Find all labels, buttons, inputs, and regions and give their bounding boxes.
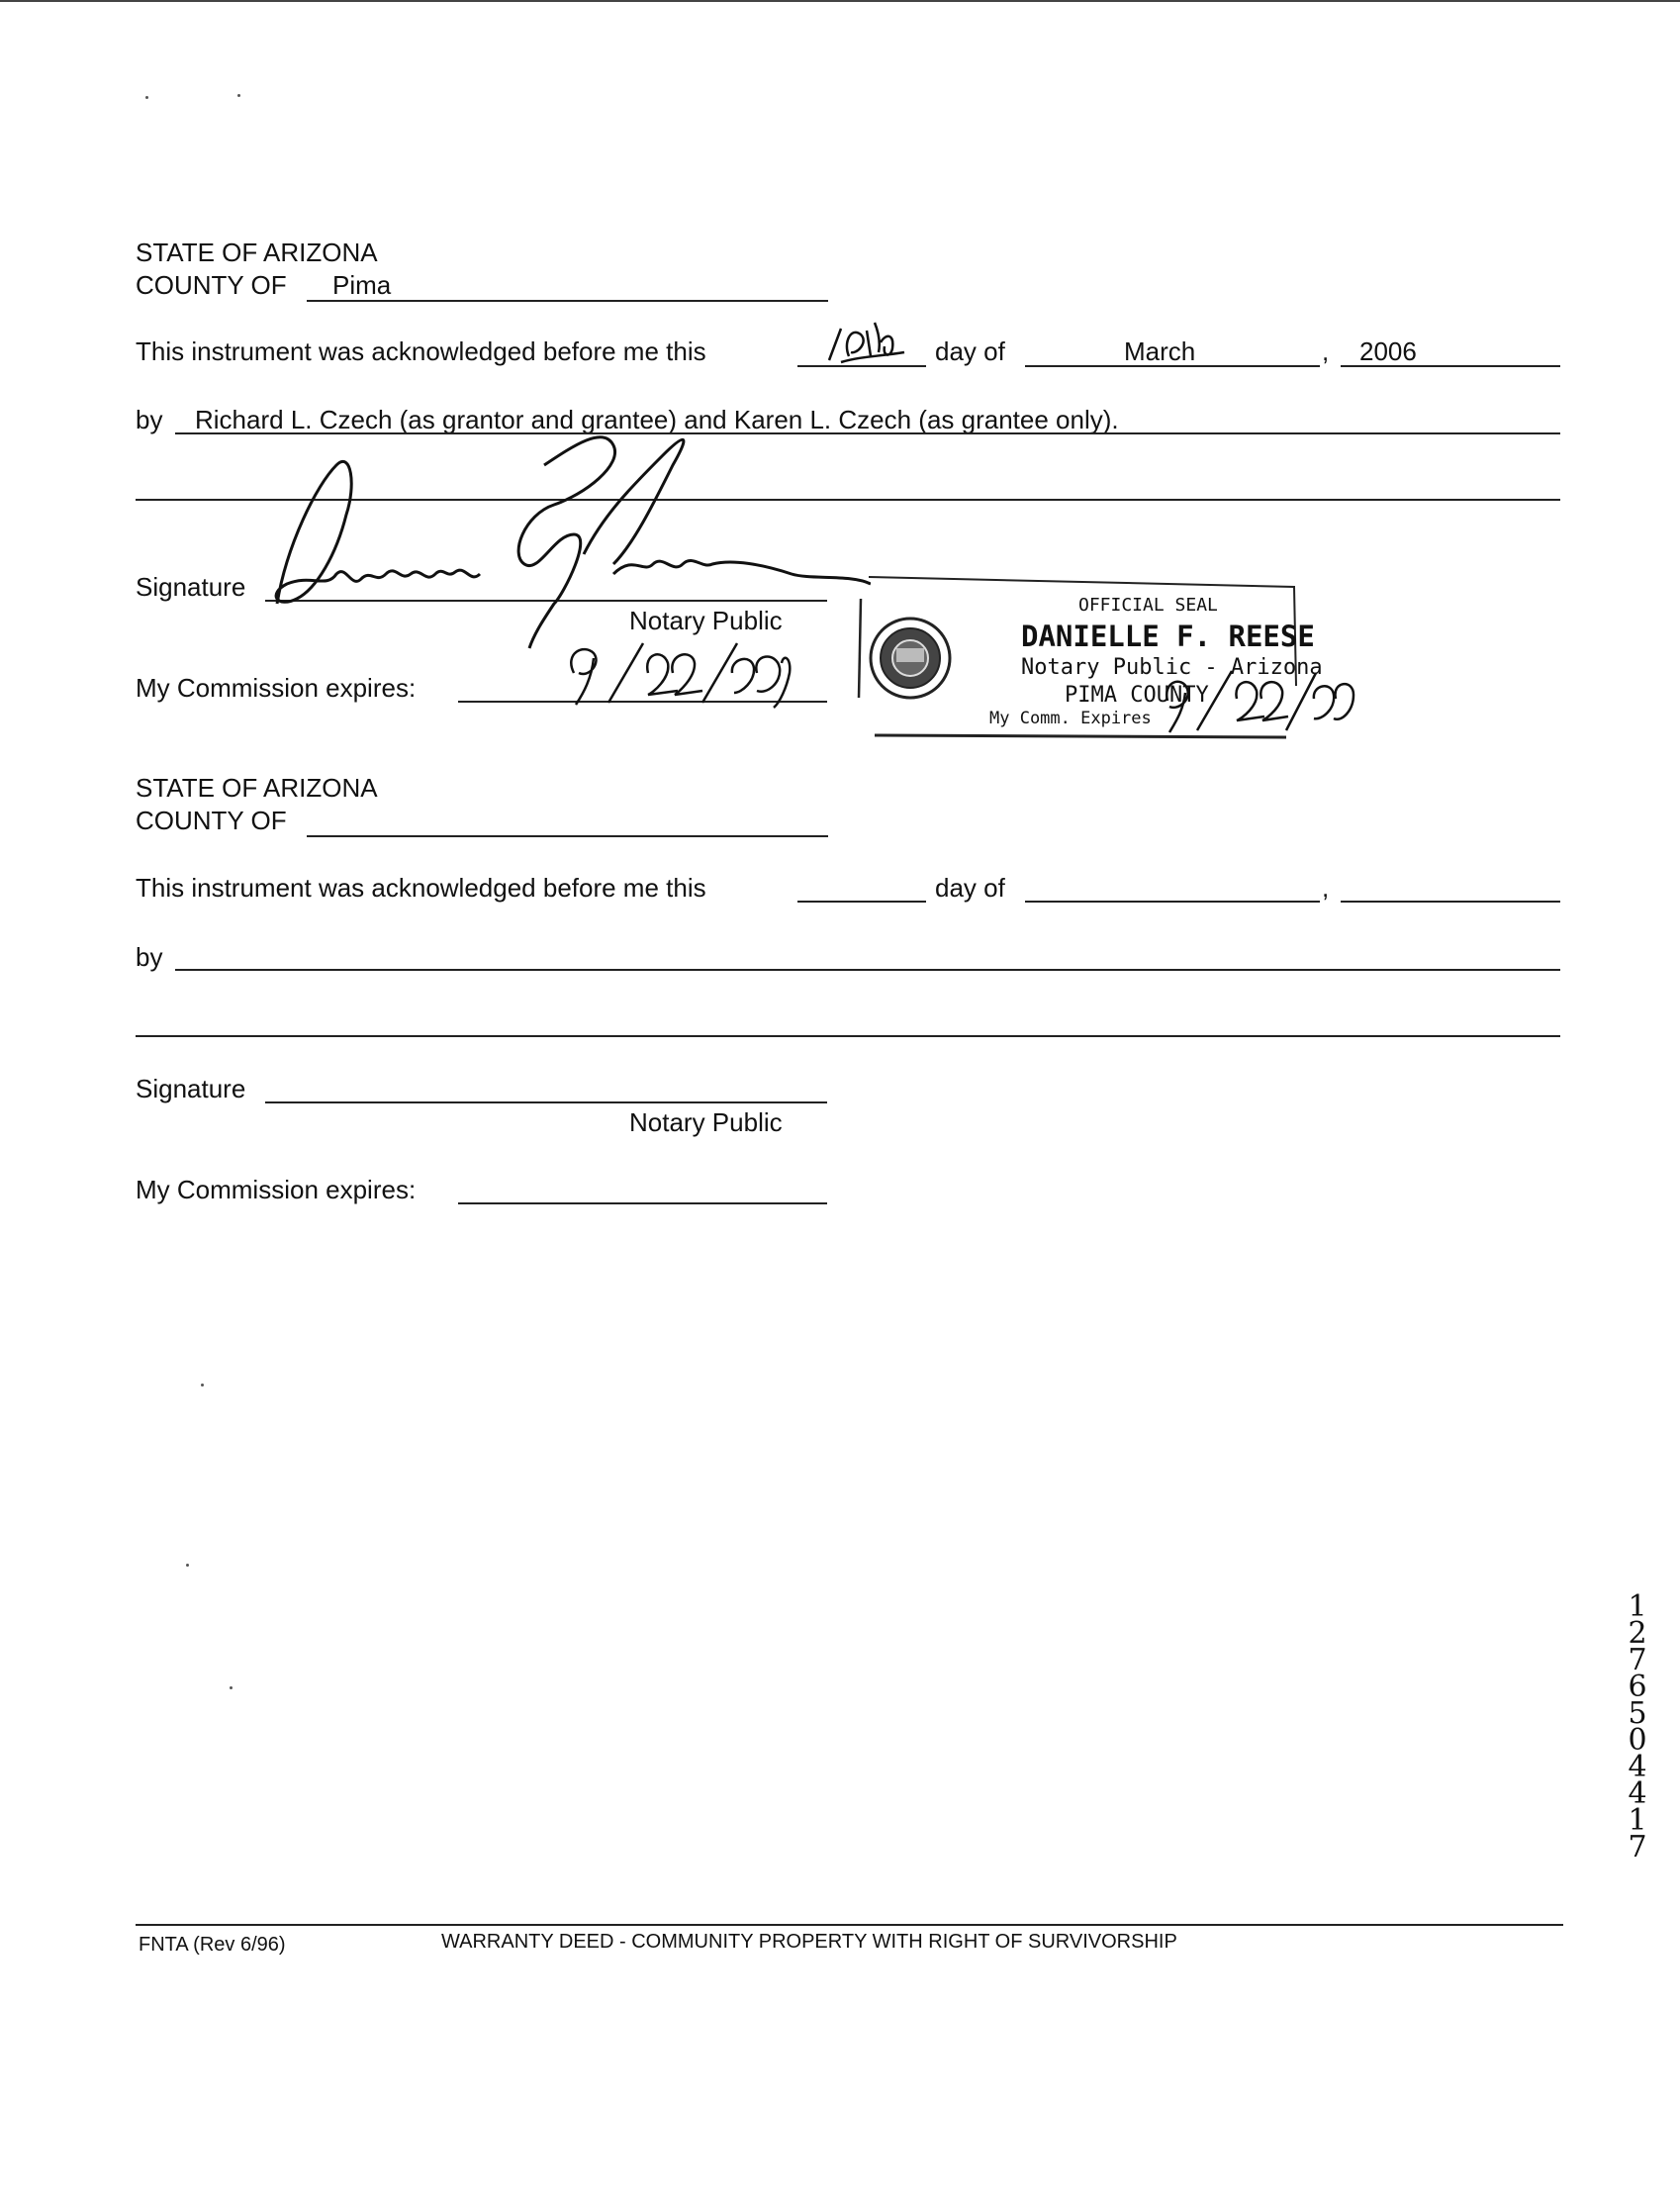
signature-label: Signature (136, 572, 246, 602)
by-continuation-line-2 (136, 1035, 1560, 1037)
year-line-2 (1341, 901, 1560, 903)
seal-title: OFFICIAL SEAL (1078, 595, 1218, 616)
month-line (1025, 365, 1320, 367)
handwritten-day-16th (821, 313, 910, 366)
notary-label: Notary Public (629, 606, 783, 635)
scan-speck (230, 1686, 233, 1689)
county-label: COUNTY OF (136, 270, 287, 300)
notary-label-2: Notary Public (629, 1107, 783, 1137)
signature-line-2 (265, 1101, 827, 1103)
commission-label: My Commission expires: (136, 673, 417, 703)
scan-speck (237, 94, 240, 97)
footer-rule (136, 1924, 1563, 1926)
scan-speck (201, 1384, 204, 1386)
signature-label-2: Signature (136, 1074, 246, 1103)
by-label: by (136, 405, 163, 434)
commission-label-2: My Commission expires: (136, 1175, 417, 1204)
seal-line-3: My Comm. Expires (989, 709, 1152, 728)
day-of-label: day of (935, 336, 1005, 366)
by-line-2 (175, 969, 1560, 971)
ack-text-2: This instrument was acknowledged before me this (136, 873, 706, 903)
state-label: STATE OF ARIZONA (136, 238, 378, 267)
month-value: March (1124, 336, 1196, 366)
handwritten-seal-expiry-date (1158, 661, 1355, 740)
scan-speck (186, 1564, 189, 1567)
scan-speck (145, 96, 148, 99)
commission-line-2 (458, 1202, 827, 1204)
handwritten-commission-date (554, 633, 792, 713)
footer-title: WARRANTY DEED - COMMUNITY PROPERTY WITH RIGHT OF SURVIVORSHIP (441, 1931, 1177, 1953)
county-value: Pima (332, 270, 392, 300)
year-line (1341, 365, 1560, 367)
seal-line-2: PIMA COUNTY (1065, 683, 1209, 708)
by-label-2: by (136, 942, 163, 972)
seal-name: DANIELLE F. REESE (1021, 620, 1315, 653)
county-line-2 (307, 835, 828, 837)
recording-number: 12765 04417 (1628, 1589, 1647, 1864)
day-line-2 (797, 901, 926, 903)
year-value: 2006 (1359, 336, 1417, 366)
comma: , (1322, 336, 1330, 366)
day-of-label-2: day of (935, 873, 1005, 903)
county-line (307, 300, 828, 302)
comma-2: , (1322, 873, 1330, 903)
footer-form-id: FNTA (Rev 6/96) (139, 1934, 286, 1956)
state-label-2: STATE OF ARIZONA (136, 773, 378, 803)
ack-text: This instrument was acknowledged before me this (136, 336, 706, 366)
seal-line-1: Notary Public - Arizona (1021, 655, 1323, 680)
county-label-2: COUNTY OF (136, 806, 287, 835)
by-value: Richard L. Czech (as grantor and grantee) and Karen L. Czech (as grantee only). (195, 405, 1119, 434)
page-top-border (0, 0, 1680, 2)
month-line-2 (1025, 901, 1320, 903)
